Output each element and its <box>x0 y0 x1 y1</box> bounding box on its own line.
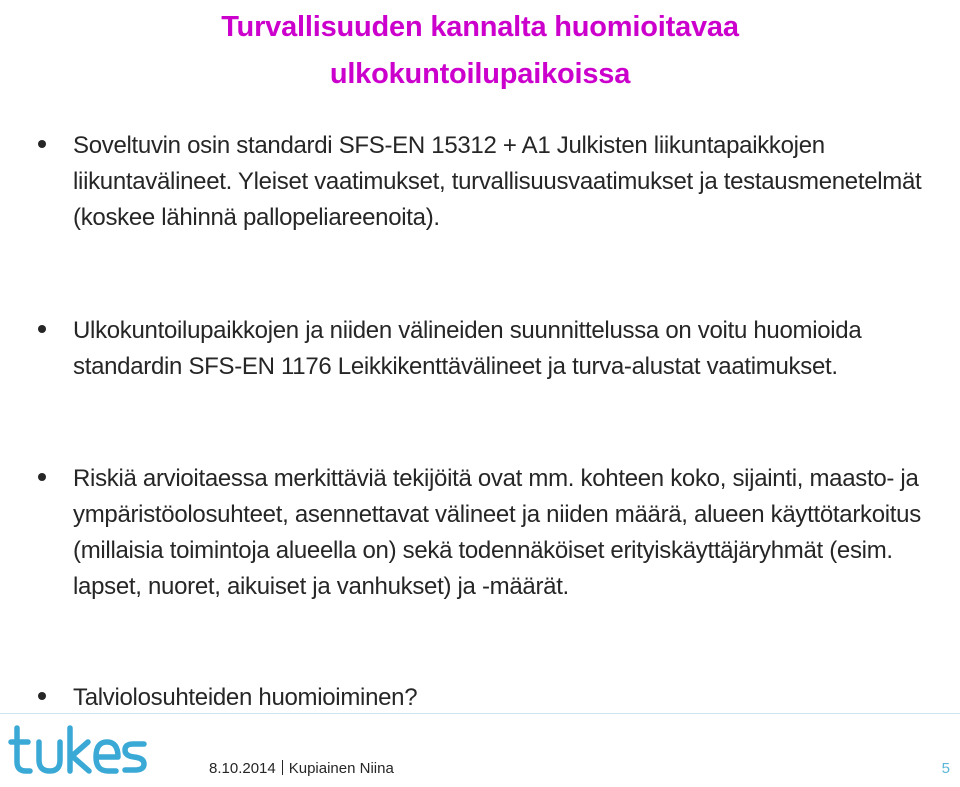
bullet-dot-icon <box>38 140 46 148</box>
footer-date: 8.10.2014 <box>209 760 276 777</box>
page-number: 5 <box>941 760 950 777</box>
bullet-dot-icon <box>38 692 46 700</box>
bullet-dot-icon <box>38 473 46 481</box>
footer-separator <box>282 760 283 775</box>
footer-divider <box>0 713 960 714</box>
bullet-dot-icon <box>38 325 46 333</box>
slide-title-line-2: ulkokuntoilupaikoissa <box>329 58 631 90</box>
bullet-text: Talviolosuhteiden huomioiminen? <box>73 684 418 711</box>
slide-title <box>0 4 960 98</box>
slide-title-line-1: Turvallisuuden kannalta huomioitavaa <box>221 11 739 43</box>
bullet-text: Riskiä arvioitaessa merkittäviä tekijöitä ovat mm. kohteen koko, sijainti, maasto- ja ympäristöolosuhteet, asennettavat välineet ja niiden määrä, alueen käyttötarkoitus (millaisia toimintoja alueella on) sekä todennäköiset erityiskäyttäjäryhmät (esim. lapset, nuoret, aikuiset ja vanhukset) ja -määrät. <box>73 465 921 600</box>
footer-author: Kupiainen Niina <box>288 760 394 777</box>
bullet-text: Ulkokuntoilupaikkojen ja niiden välineiden suunnittelussa on voitu huomioida standardin SFS-EN 1176 Leikkikenttävälineet ja turva-alustat vaatimukset. <box>73 317 862 380</box>
bullet-text: Soveltuvin osin standardi SFS-EN 15312 + A1 Julkisten liikuntapaikkojen liikuntavälineet. Yleiset vaatimukset, turvallisuusvaatimukset ja testausmenetelmät (koskee lähinnä pallopeliareenoita). <box>73 132 922 231</box>
footer-info <box>209 760 394 778</box>
tukes-logo <box>8 722 150 778</box>
